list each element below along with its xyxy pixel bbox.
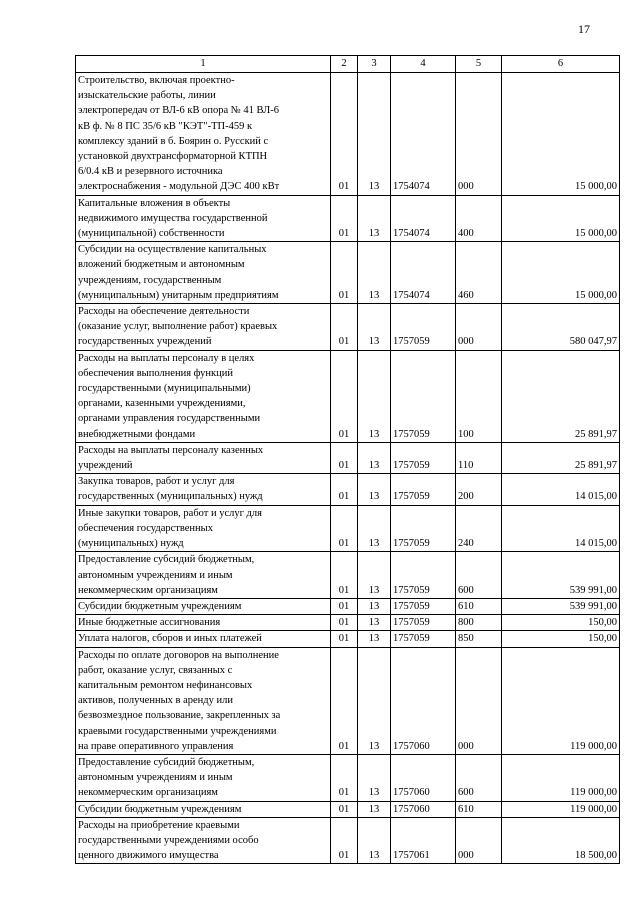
row-amount: 119 000,00	[502, 801, 620, 817]
row-amount: 119 000,00	[502, 754, 620, 801]
row-target-item: 1757059	[391, 442, 456, 473]
row-expense-type: 610	[456, 801, 502, 817]
row-section: 01	[331, 474, 358, 505]
row-description: Капитальные вложения в объекты недвижимого имущества государственной (муниципальной) собственности	[76, 195, 331, 242]
header-col-3: 3	[358, 56, 391, 73]
row-section: 01	[331, 647, 358, 754]
row-description: Расходы на выплаты персоналу казенных учреждений	[76, 442, 331, 473]
header-col-4: 4	[391, 56, 456, 73]
budget-table	[75, 55, 620, 864]
row-description: Предоставление субсидий бюджетным, автономным учреждениям и иным некоммерческим организациям	[76, 552, 331, 599]
row-target-item: 1754074	[391, 73, 456, 196]
row-subsection: 13	[358, 474, 391, 505]
table-row	[76, 817, 620, 864]
row-amount: 150,00	[502, 631, 620, 647]
header-col-6: 6	[502, 56, 620, 73]
row-expense-type: 610	[456, 598, 502, 614]
table-row	[76, 754, 620, 801]
row-description: Субсидии бюджетным учреждениям	[76, 801, 331, 817]
row-amount: 15 000,00	[502, 195, 620, 242]
row-target-item: 1754074	[391, 242, 456, 304]
row-section: 01	[331, 598, 358, 614]
row-target-item: 1757059	[391, 631, 456, 647]
row-expense-type: 600	[456, 552, 502, 599]
row-subsection: 13	[358, 195, 391, 242]
row-subsection: 13	[358, 242, 391, 304]
row-amount: 15 000,00	[502, 73, 620, 196]
table-row	[76, 631, 620, 647]
table-row	[76, 598, 620, 614]
row-expense-type: 110	[456, 442, 502, 473]
table-row	[76, 552, 620, 599]
row-target-item: 1757059	[391, 505, 456, 552]
row-amount: 18 500,00	[502, 817, 620, 864]
row-section: 01	[331, 195, 358, 242]
row-section: 01	[331, 242, 358, 304]
row-section: 01	[331, 304, 358, 351]
table-body	[76, 73, 620, 864]
row-expense-type: 240	[456, 505, 502, 552]
table-row	[76, 801, 620, 817]
row-description: Иные бюджетные ассигнования	[76, 615, 331, 631]
row-target-item: 1757061	[391, 817, 456, 864]
row-section: 01	[331, 817, 358, 864]
row-amount: 580 047,97	[502, 304, 620, 351]
row-description: Расходы на выплаты персоналу в целях обеспечения выполнения функций государственными (муниципальными) органами, казенными учреждениями, органами управления государственными внебюджетными фондами	[76, 350, 331, 442]
table-row	[76, 647, 620, 754]
row-description: Расходы по оплате договоров на выполнение работ, оказание услуг, связанных с капитальным ремонтом нефинансовых активов, полученных в аренду или безвозмездное пользование, закрепленных за краевыми государственными учреждениями на праве оперативного управления	[76, 647, 331, 754]
row-section: 01	[331, 350, 358, 442]
header-col-5: 5	[456, 56, 502, 73]
table-row	[76, 474, 620, 505]
row-target-item: 1757059	[391, 615, 456, 631]
row-section: 01	[331, 505, 358, 552]
row-description: Иные закупки товаров, работ и услуг для обеспечения государственных (муниципальных) нужд	[76, 505, 331, 552]
table-header-row	[76, 56, 620, 73]
row-subsection: 13	[358, 801, 391, 817]
row-subsection: 13	[358, 647, 391, 754]
page-number: 17	[578, 22, 590, 36]
row-expense-type: 800	[456, 615, 502, 631]
table-row	[76, 242, 620, 304]
row-expense-type: 400	[456, 195, 502, 242]
row-amount: 15 000,00	[502, 242, 620, 304]
table-row	[76, 350, 620, 442]
row-description: Строительство, включая проектно- изыскательские работы, линии электропередач от ВЛ-6 кВ опора № 41 ВЛ-6 кВ ф. № 8 ПС 35/6 кВ "КЭТ"-ТП-459 к комплексу зданий в б. Боярин о. Русский с установкой двухтрансформаторной КТПН 6/0.4 кВ и резервного источника электроснабжения - модульной ДЭС 400 кВт	[76, 73, 331, 196]
table-row	[76, 615, 620, 631]
row-description: Субсидии бюджетным учреждениям	[76, 598, 331, 614]
row-expense-type: 850	[456, 631, 502, 647]
row-subsection: 13	[358, 505, 391, 552]
row-target-item: 1757059	[391, 304, 456, 351]
row-expense-type: 000	[456, 647, 502, 754]
row-target-item: 1757059	[391, 552, 456, 599]
row-description: Расходы на обеспечение деятельности (оказание услуг, выполнение работ) краевых государственных учреждений	[76, 304, 331, 351]
row-subsection: 13	[358, 817, 391, 864]
row-section: 01	[331, 615, 358, 631]
table-row	[76, 442, 620, 473]
row-target-item: 1757060	[391, 754, 456, 801]
row-subsection: 13	[358, 350, 391, 442]
row-expense-type: 100	[456, 350, 502, 442]
row-expense-type: 000	[456, 304, 502, 351]
header-col-2: 2	[331, 56, 358, 73]
row-subsection: 13	[358, 631, 391, 647]
row-subsection: 13	[358, 442, 391, 473]
row-description: Расходы на приобретение краевыми государственными учреждениями особо ценного движимого имущества	[76, 817, 331, 864]
row-target-item: 1757060	[391, 647, 456, 754]
table-row	[76, 505, 620, 552]
row-section: 01	[331, 801, 358, 817]
row-expense-type: 000	[456, 817, 502, 864]
row-target-item: 1754074	[391, 195, 456, 242]
table-row	[76, 304, 620, 351]
row-amount: 539 991,00	[502, 598, 620, 614]
row-expense-type: 000	[456, 73, 502, 196]
row-subsection: 13	[358, 73, 391, 196]
row-expense-type: 460	[456, 242, 502, 304]
header-col-1: 1	[76, 56, 331, 73]
row-description: Уплата налогов, сборов и иных платежей	[76, 631, 331, 647]
row-section: 01	[331, 552, 358, 599]
row-amount: 14 015,00	[502, 505, 620, 552]
row-amount: 14 015,00	[502, 474, 620, 505]
row-subsection: 13	[358, 552, 391, 599]
row-amount: 25 891,97	[502, 350, 620, 442]
row-section: 01	[331, 631, 358, 647]
row-amount: 539 991,00	[502, 552, 620, 599]
row-subsection: 13	[358, 304, 391, 351]
table-row	[76, 195, 620, 242]
row-target-item: 1757060	[391, 801, 456, 817]
row-amount: 119 000,00	[502, 647, 620, 754]
row-description: Предоставление субсидий бюджетным, автономным учреждениям и иным некоммерческим организациям	[76, 754, 331, 801]
row-target-item: 1757059	[391, 474, 456, 505]
row-description: Закупка товаров, работ и услуг для государственных (муниципальных) нужд	[76, 474, 331, 505]
row-target-item: 1757059	[391, 598, 456, 614]
row-target-item: 1757059	[391, 350, 456, 442]
row-expense-type: 200	[456, 474, 502, 505]
row-amount: 150,00	[502, 615, 620, 631]
row-section: 01	[331, 73, 358, 196]
row-subsection: 13	[358, 754, 391, 801]
row-description: Субсидии на осуществление капитальных вложений бюджетным и автономным учреждениям, государственным (муниципальным) унитарным предприятиям	[76, 242, 331, 304]
row-subsection: 13	[358, 615, 391, 631]
row-section: 01	[331, 442, 358, 473]
row-subsection: 13	[358, 598, 391, 614]
row-amount: 25 891,97	[502, 442, 620, 473]
row-section: 01	[331, 754, 358, 801]
row-expense-type: 600	[456, 754, 502, 801]
table-row	[76, 73, 620, 196]
